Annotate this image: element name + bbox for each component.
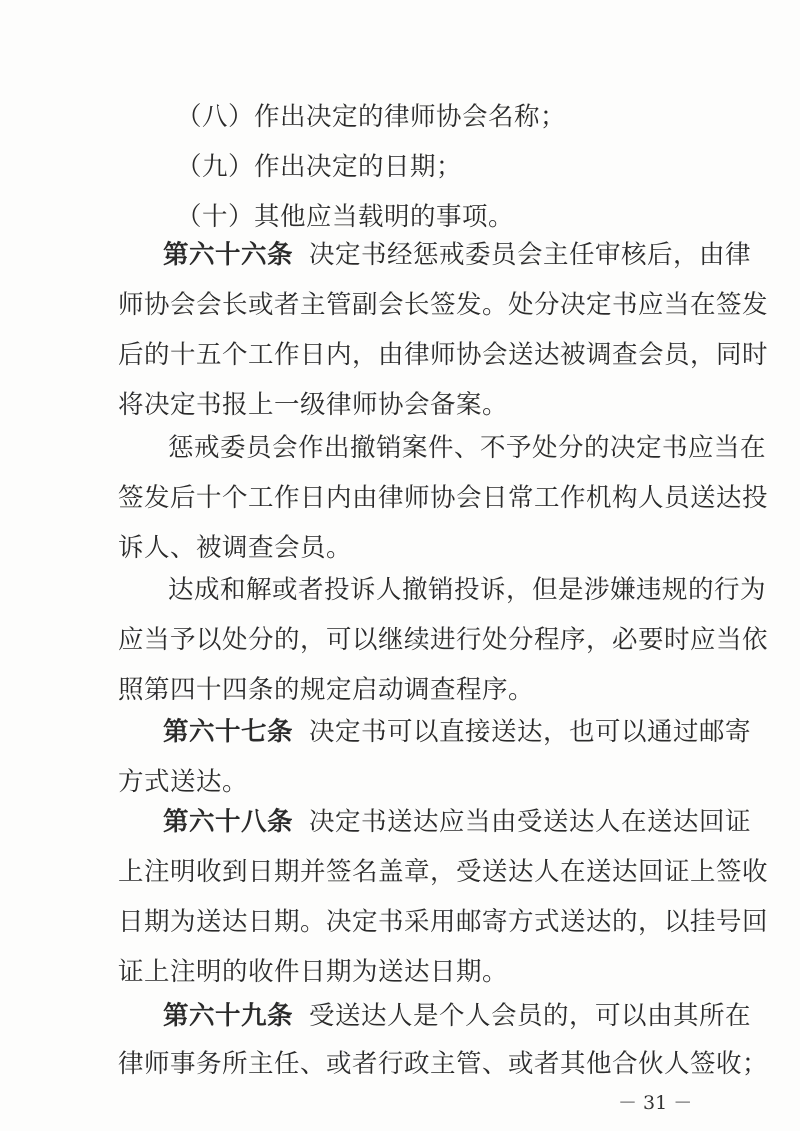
text-line-item-8: （八）作出决定的律师协会名称； <box>176 102 567 132</box>
text-line: 证上注明的收件日期为送达日期。 <box>118 957 509 987</box>
text-line: 师协会会长或者主管副会长签发。处分决定书应当在签发 <box>118 290 769 320</box>
text-line: 律师事务所主任、或者行政主管、或者其他合伙人签收； <box>118 1049 769 1079</box>
text-line: 照第四十四条的规定启动调查程序。 <box>118 675 535 705</box>
article-69-first-line <box>163 1000 751 1032</box>
text-line: 将决定书报上一级律师协会备案。 <box>118 390 509 420</box>
text-line-item-9: （九）作出决定的日期； <box>176 152 463 182</box>
text-line: 诉人、被调查会员。 <box>118 533 353 563</box>
text-line: 惩戒委员会作出撤销案件、不予处分的决定书应当在 <box>168 433 767 463</box>
text-line: 达成和解或者投诉人撤销投诉，但是涉嫌违规的行为 <box>168 575 767 605</box>
article-66-heading: 第六十六条 <box>163 240 294 270</box>
article-66-text: 决定书经惩戒委员会主任审核后，由律 <box>309 240 752 270</box>
text-line: 上注明收到日期并签名盖章，受送达人在送达回证上签收 <box>118 857 769 887</box>
text-line: 方式送达。 <box>118 767 249 797</box>
text-line-item-10: （十）其他应当载明的事项。 <box>176 202 515 232</box>
text-line: 日期为送达日期。决定书采用邮寄方式送达的，以挂号回 <box>118 907 769 937</box>
article-69-text: 受送达人是个人会员的，可以由其所在 <box>309 1001 752 1031</box>
article-67-first-line <box>163 716 751 748</box>
article-67-text: 决定书可以直接送达，也可以通过邮寄 <box>309 717 752 747</box>
article-68-text: 决定书送达应当由受送达人在送达回证 <box>309 807 752 837</box>
page-number: － 31 － <box>618 1092 693 1114</box>
text-line: 签发后十个工作日内由律师协会日常工作机构人员送达投 <box>118 483 769 513</box>
article-68-heading: 第六十八条 <box>163 807 294 837</box>
article-68-first-line <box>163 806 751 838</box>
text-line: 后的十五个工作日内，由律师协会送达被调查会员，同时 <box>118 340 769 370</box>
article-66-first-line <box>163 239 751 271</box>
article-69-heading: 第六十九条 <box>163 1001 294 1031</box>
article-67-heading: 第六十七条 <box>163 717 294 747</box>
text-line: 应当予以处分的，可以继续进行处分程序，必要时应当依 <box>118 625 769 655</box>
